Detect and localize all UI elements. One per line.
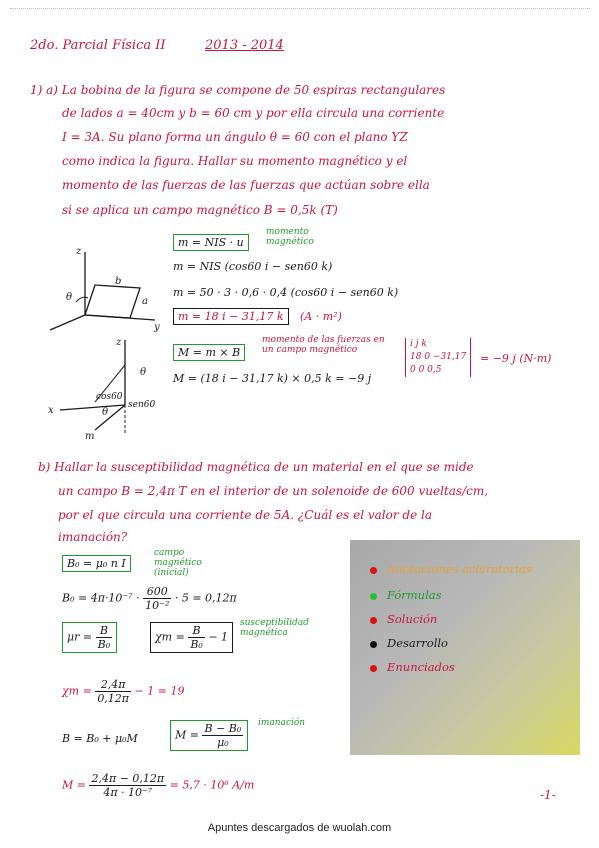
problem1-line: como indica la figura. Hallar su momento magnético y el bbox=[62, 154, 408, 168]
legend-item: Fórmulas bbox=[370, 588, 442, 602]
relative-permeability-formula: μr = $\frac{B}{\text{B₀}}$ bbox=[62, 622, 117, 653]
axis-z-label: z bbox=[76, 246, 82, 257]
magnetization-note: imanación bbox=[258, 718, 306, 728]
problem1-line: I = 3A. Su plano forma un ángulo θ = 60 con el plano YZ bbox=[62, 130, 408, 144]
susceptibility-note: susceptibilidad magnética bbox=[240, 618, 309, 638]
eq2-left: B₀ = 4π·10⁻⁷ · bbox=[62, 591, 140, 605]
legend-item: Desarrollo bbox=[370, 636, 448, 650]
moment-vector-figure bbox=[40, 335, 160, 445]
svg-text:θ: θ bbox=[140, 367, 147, 378]
det-row: i j k bbox=[410, 339, 427, 349]
moment-unit: (A · m²) bbox=[300, 310, 342, 323]
problem2-line: un campo B = 2,4π T en el interior de un solenoide de 600 vueltas/cm, bbox=[58, 484, 489, 498]
svg-text:sen60: sen60 bbox=[128, 400, 156, 410]
legend-item: Enunciados bbox=[370, 660, 455, 674]
legend-item: Anotaciones aclaratorias bbox=[370, 562, 532, 576]
torque-result: = −9 j (N·m) bbox=[480, 352, 552, 365]
susceptibility-formula: χm = $\frac{B}{\text{B₀}}$ − 1 bbox=[150, 622, 233, 653]
moment-substitution: m = 50 · 3 · 0,6 · 0,4 (cos60 i − sen60 k) bbox=[173, 286, 399, 299]
determinant bbox=[405, 338, 471, 377]
magnetic-moment-formula: m = NIS · u bbox=[173, 234, 249, 251]
torque-note: momento de las fuerzas en un campo magnético bbox=[262, 335, 385, 355]
moment-result: m = 18 i − 31,17 k bbox=[173, 308, 289, 325]
page-number: -1- bbox=[540, 788, 556, 802]
page-title: 2do. Parcial Física II bbox=[30, 38, 166, 53]
eq2-fraction: $\frac{600}{\text{10⁻²}}$ bbox=[145, 585, 170, 612]
svg-text:m: m bbox=[85, 431, 95, 442]
eq2-right: · 5 = 0,12π bbox=[174, 591, 237, 605]
solenoid-field-formula: B₀ = μ₀ n I bbox=[62, 555, 131, 572]
color-legend bbox=[350, 540, 580, 755]
coil-figure bbox=[30, 240, 170, 335]
torque-calculation: M = (18 i − 31,17 k) × 0,5 k = −9 j bbox=[173, 372, 372, 385]
solenoid-field-note: campo magnético (inicial) bbox=[154, 548, 202, 578]
torque-formula: M = m × B bbox=[173, 344, 245, 361]
susceptibility-calc: χm = $\frac{2,4\pi}{0,12\pi}$ − 1 = 19 bbox=[62, 678, 185, 705]
side-a-label: a bbox=[142, 296, 148, 307]
problem2-line: b) Hallar la susceptibilidad magnética de un material en el que se mide bbox=[38, 460, 474, 474]
problem1-line: momento de las fuerzas de las fuerzas que actúan sobre ella bbox=[62, 178, 430, 192]
svg-text:θ: θ bbox=[102, 407, 109, 418]
axis-y-label: y bbox=[154, 322, 160, 333]
problem1-line: 1) a) La bobina de la figura se compone de 50 espiras rectangulares bbox=[30, 83, 446, 97]
moment-expansion: m = NIS (cos60 i − sen60 k) bbox=[173, 260, 333, 273]
svg-text:x: x bbox=[48, 405, 54, 416]
theta-label: θ bbox=[66, 292, 73, 303]
magnetic-moment-note: momento magnético bbox=[266, 227, 314, 247]
exam-year: 2013 - 2014 bbox=[205, 38, 284, 53]
problem1-line: de lados a = 40cm y b = 60 cm y por ella circula una corriente bbox=[62, 106, 445, 120]
problem2-line: por el que circula una corriente de 5A. ¿Cuál es el valor de la bbox=[58, 508, 432, 522]
svg-text:cos60: cos60 bbox=[96, 392, 123, 402]
magnetization-calc: M = $\frac{2,4\pi - 0,12\pi}{\text{4π · 10⁻⁷}}$ = 5,7 · 10⁶ A/m bbox=[62, 772, 255, 799]
det-row: 18 0 −31,17 bbox=[410, 352, 467, 362]
magnetization-formula: M = $\frac{\text{B − B₀}}{\text{μ₀}}$ bbox=[170, 720, 248, 751]
svg-text:z: z bbox=[116, 337, 122, 348]
solenoid-field-calc bbox=[62, 585, 237, 612]
top-rule bbox=[10, 8, 590, 9]
det-row: 0 0 0,5 bbox=[410, 365, 442, 375]
problem2-line: imanación? bbox=[58, 530, 128, 544]
footer-text: Apuntes descargados de wuolah.com bbox=[207, 822, 392, 834]
side-b-label: b bbox=[115, 276, 122, 287]
problem1-line: si se aplica un campo magnético B = 0,5k (T) bbox=[62, 203, 338, 217]
induction-relation: B = B₀ + μ₀M bbox=[62, 732, 138, 745]
legend-item: Solución bbox=[370, 612, 437, 626]
